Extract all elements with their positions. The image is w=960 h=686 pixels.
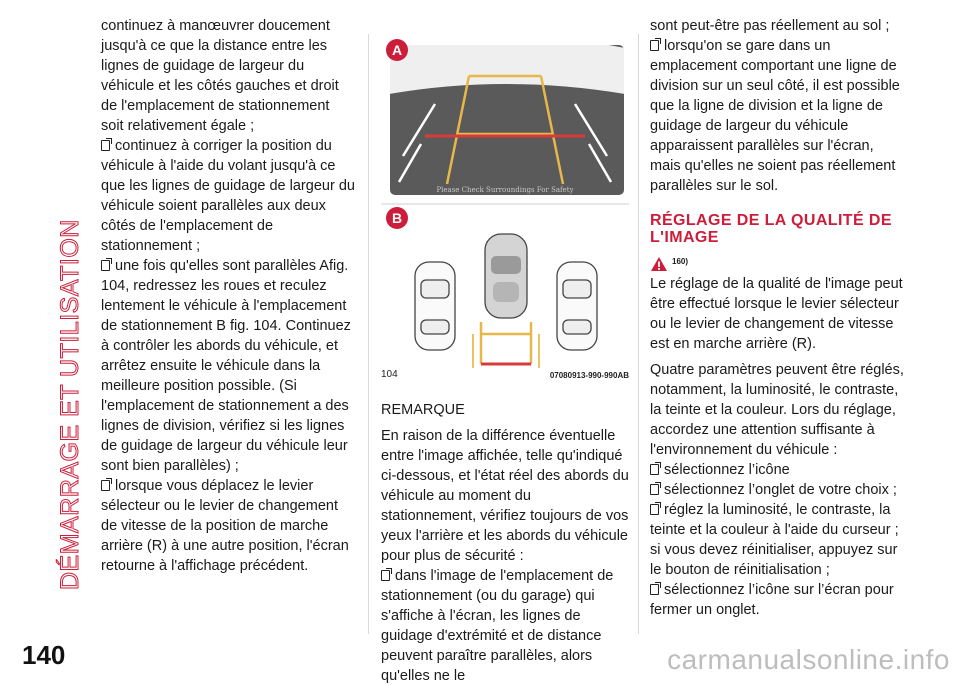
- warning-ref-number: 160): [672, 257, 689, 266]
- own-car-top-view: [485, 234, 527, 318]
- column-divider: [638, 34, 639, 634]
- bullet-icon: [650, 484, 659, 495]
- label-a: A: [391, 42, 403, 58]
- list-item: sélectionnez l’icône: [650, 460, 905, 480]
- bullet-icon: [381, 570, 390, 581]
- bullet-icon: [650, 584, 659, 595]
- column-2: [381, 400, 629, 686]
- paragraph-continuation: sont peut-être pas réellement au sol ;: [650, 18, 890, 34]
- list-item: lorsque vous déplacez le levier sélecteur ou le levier de changement de vitesse de la position de marche arrière (R) à une autre position, l'écran retourne à l'affichage précédent.: [101, 478, 349, 574]
- note-heading: REMARQUE: [381, 402, 465, 418]
- bullet-icon: [650, 504, 659, 515]
- parked-car-right: [557, 262, 597, 350]
- figure-reference: 07080913-990-990AB: [549, 371, 629, 380]
- section-title-vertical: [52, 30, 92, 630]
- list-item: une fois qu'elles sont parallèles Afig. 104, redressez les roues et reculez lentement le véhicule à l'emplacement de stationnement B fig. 104. Continuez à contrôler les abords du véhicule, et arrêtez ensuite le véhicule dans la meilleure position possible. (Si l'emplacement de stationnement a des lignes de division, vérifiez si les lignes de guidage de largeur du véhicule leur sont bien parallèles) ;: [101, 258, 351, 474]
- list-item: lorsqu'on se gare dans un emplacement comportant une ligne de division sur un seul côté, il est possible que la ligne de division et la ligne de guidage de largeur du véhicule apparaissent parallèles sur l'écran, mais qu'elles ne soient pas réellement parallèles sur le sol.: [650, 38, 900, 194]
- page-number: 140: [22, 640, 66, 670]
- figure-number: 104: [381, 369, 398, 380]
- list-item: réglez la luminosité, le contraste, la teinte et la couleur à l'aide du curseur ; si vous devez réinitialiser, appuyez sur le bouton de réinitialisation ;: [650, 502, 899, 578]
- watermark: carmanualsonline.info: [667, 644, 950, 675]
- warning-triangle-icon: [650, 256, 668, 272]
- overlay-text: Please Check Surroundings For Safety: [436, 186, 574, 194]
- column-divider: [368, 34, 369, 634]
- bullet-icon: [101, 260, 110, 271]
- figure-caption: [381, 369, 629, 380]
- figure-104: [381, 34, 629, 384]
- list-item: sélectionnez l’onglet de votre choix ;: [650, 480, 905, 500]
- paragraph: Quatre paramètres peuvent être réglés, notamment, la luminosité, le contraste, la teinte et la couleur. Lors du réglage, accordez une attention suffisante à l'environnement du véhicule :: [650, 362, 904, 458]
- bullet-icon: [101, 140, 110, 151]
- warning-reference: [650, 250, 905, 272]
- list-item: dans l'image de l'emplacement de stationnement (ou du garage) qui s'affiche à l'écran, les lignes de guidage d'extrémité et de distance peuvent paraître parallèles, alors qu'elles ne le: [381, 568, 614, 684]
- bullet-icon: [650, 464, 659, 475]
- paragraph: Le réglage de la qualité de l'image peut être effectué lorsque le levier sélecteur ou le levier de changement de vitesse est en marche arrière (R).: [650, 276, 903, 352]
- list-item: sélectionnez l’icône sur l’écran pour fermer un onglet.: [650, 582, 894, 618]
- bullet-icon: [650, 40, 659, 51]
- paragraph: continuez à manœuvrer doucement jusqu'à ce que la distance entre les lignes de guidage de largeur du véhicule et les côtés gauches et droit de l'emplacement de stationnement soit relativement égale ;: [101, 18, 339, 134]
- bullet-icon: [101, 480, 110, 491]
- paragraph: En raison de la différence éventuelle entre l'image affichée, telle qu'indiqué ci-dessous, et l'état réel des abords du véhicule au moment du stationnement, vérifiez toujours de vos yeux l'arrière et les abords du véhicule pour plus de sécurité :: [381, 428, 629, 564]
- parking-camera-illustration: [381, 34, 629, 369]
- column-3: [650, 16, 905, 620]
- parked-car-left: [415, 262, 455, 350]
- label-b: B: [391, 210, 403, 226]
- section-title-text: DÉMARRAGE ET UTILISATION: [56, 219, 84, 590]
- list-item: continuez à corriger la position du véhicule à l'aide du volant jusqu'à ce que les lignes de guidage de largeur du véhicule soient parallèles aux deux côtés de l'emplacement de stationnement ;: [101, 138, 355, 254]
- section-heading: RÉGLAGE DE LA QUALITÉ DE L'IMAGE: [650, 212, 892, 246]
- column-1: [101, 16, 356, 576]
- yellow-guide-lines-top: [481, 322, 531, 364]
